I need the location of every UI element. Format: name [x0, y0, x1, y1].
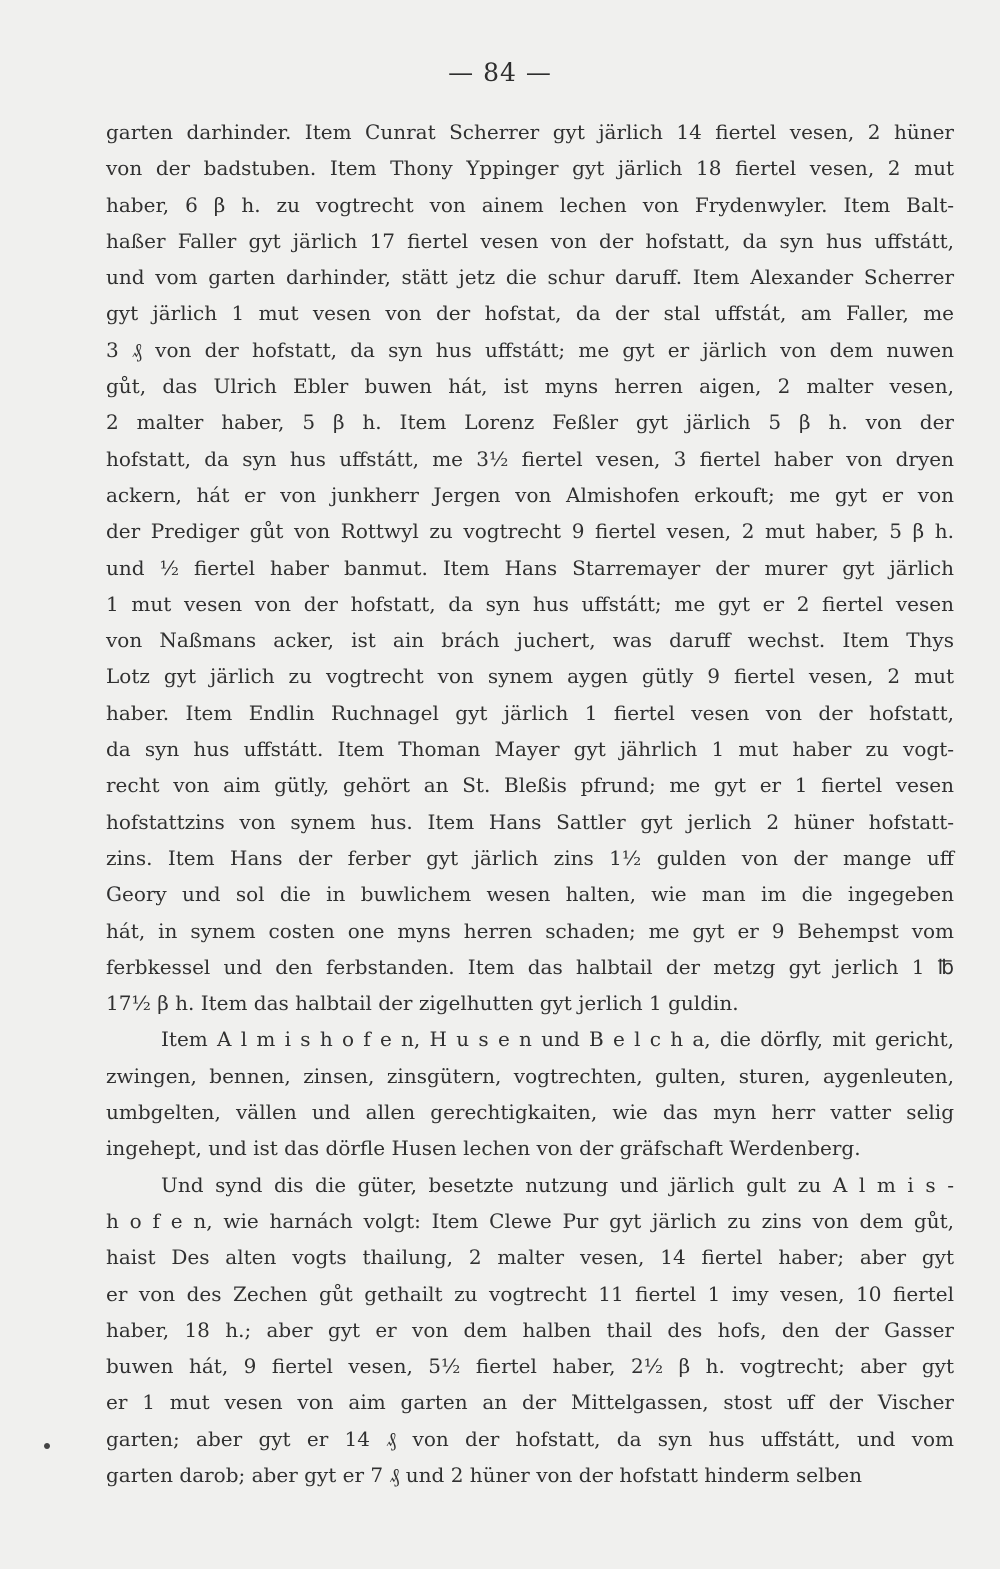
text-block: [106, 114, 954, 1493]
text-line: umbgelten, vällen und allen gerechtigkaiten, wie das myn herr vatter selig: [106, 1100, 954, 1125]
text-line: h o f e n, wie harnách volgt: Item Clewe Pur gyt järlich zu zins von dem gůt,: [106, 1208, 954, 1233]
text-line: Und synd dis die güter, besetzte nutzung und järlich gult zu A l m i s -: [161, 1172, 954, 1197]
text-line: ingehept, und ist das dörfle Husen lechen von der gräfschaft Werdenberg.: [106, 1136, 861, 1161]
text-line: garten; aber gyt er 14 ₰ von der hofstatt, da syn hus uffstátt, und vom: [106, 1426, 954, 1451]
text-line: 3 ₰ von der hofstatt, da syn hus uffstátt; me gyt er järlich von dem nuwen: [106, 337, 954, 362]
text-line: von Naßmans acker, ist ain brách juchert, was daruff wechst. Item Thys: [106, 628, 954, 653]
text-line: er von des Zechen gůt gethailt zu vogtrecht 11 fiertel 1 imy vesen, 10 fiertel: [106, 1281, 954, 1306]
text-line: garten darhinder. Item Cunrat Scherrer gyt järlich 14 fiertel vesen, 2 hüner: [106, 120, 954, 144]
text-line: gyt järlich 1 mut vesen von der hofstat, da der stal uffstát, am Faller, me: [106, 301, 954, 326]
text-line: der Prediger gůt von Rottwyl zu vogtrecht 9 fiertel vesen, 2 mut haber, 5 β h.: [106, 519, 954, 544]
text-line: recht von aim gütly, gehört an St. Bleßis pfrund; me gyt er 1 fiertel vesen: [106, 773, 954, 798]
text-line: ackern, hát er von junkherr Jergen von Almishofen erkouft; me gyt er von: [106, 482, 954, 507]
text-line: garten darob; aber gyt er 7 ₰ und 2 hüner von der hofstatt hinderm selben: [106, 1462, 863, 1487]
text-line: gůt, das Ulrich Ebler buwen hát, ist myns herren aigen, 2 malter vesen,: [106, 374, 954, 399]
text-line: er 1 mut vesen von aim garten an der Mittelgassen, stost uff der Vischer: [106, 1390, 954, 1415]
text-line: hofstatt, da syn hus uffstátt, me 3½ fiertel vesen, 3 fiertel haber von dryen: [106, 446, 954, 471]
paragraph-2: [106, 1021, 954, 1166]
text-line: haber, 18 h.; aber gyt er von dem halben thail des hofs, den der Gasser: [106, 1317, 954, 1342]
text-line: Geory und sol die in buwlichem wesen halten, wie man im die ingegeben: [106, 882, 954, 907]
paragraph-3: [106, 1167, 954, 1494]
text-line: und vom garten darhinder, stätt jetz die schur daruff. Item Alexander Scherrer: [106, 265, 954, 290]
margin-mark: [44, 1443, 50, 1449]
text-line: 1 mut vesen von der hofstatt, da syn hus uffstátt; me gyt er 2 fiertel vesen: [106, 591, 954, 616]
text-line: ferbkessel und den ferbstanden. Item das halbtail der metzg gyt jerlich 1 ℔: [106, 954, 954, 979]
text-line: haßer Faller gyt järlich 17 fiertel vesen von der hofstatt, da syn hus uffstátt,: [106, 228, 954, 253]
text-line: buwen hát, 9 fiertel vesen, 5½ fiertel haber, 2½ β h. vogtrecht; aber gyt: [106, 1354, 955, 1379]
text-line: von der badstuben. Item Thony Yppinger gyt järlich 18 fiertel vesen, 2 mut: [106, 156, 954, 181]
text-line: zins. Item Hans der ferber gyt järlich zins 1½ gulden von der mange uff: [106, 845, 954, 870]
text-line: Item A l m i s h o f e n, H u s e n und B e l c h a, die dörfly, mit gericht,: [161, 1027, 954, 1052]
text-line: haber. Item Endlin Ruchnagel gyt järlich 1 fiertel vesen von der hofstatt,: [106, 700, 954, 725]
text-line: 2 malter haber, 5 β h. Item Lorenz Feßler gyt järlich 5 β h. von der: [106, 410, 954, 435]
text-line: da syn hus uffstátt. Item Thoman Mayer gyt jährlich 1 mut haber zu vogt-: [106, 737, 954, 762]
text-line: 17½ β h. Item das halbtail der zigelhutten gyt jerlich 1 guldin.: [106, 991, 739, 1016]
page-number: — 84 —: [448, 58, 552, 87]
text-line: hofstattzins von synem hus. Item Hans Sattler gyt jerlich 2 hüner hofstatt-: [106, 809, 954, 834]
paragraph-1: [106, 114, 954, 1021]
text-line: zwingen, bennen, zinsen, zinsgütern, vogtrechten, gulten, sturen, aygenleuten,: [106, 1063, 954, 1088]
text-line: und ½ fiertel haber banmut. Item Hans Starremayer der murer gyt järlich: [106, 555, 954, 580]
text-line: hát, in synem costen one myns herren schaden; me gyt er 9 Behempst vom: [106, 918, 954, 943]
text-line: Lotz gyt järlich zu vogtrecht von synem aygen gütly 9 fiertel vesen, 2 mut: [106, 664, 954, 689]
text-line: haber, 6 β h. zu vogtrecht von ainem lechen von Frydenwyler. Item Balt-: [106, 192, 954, 217]
text-line: haist Des alten vogts thailung, 2 malter vesen, 14 fiertel haber; aber gyt: [106, 1245, 954, 1270]
